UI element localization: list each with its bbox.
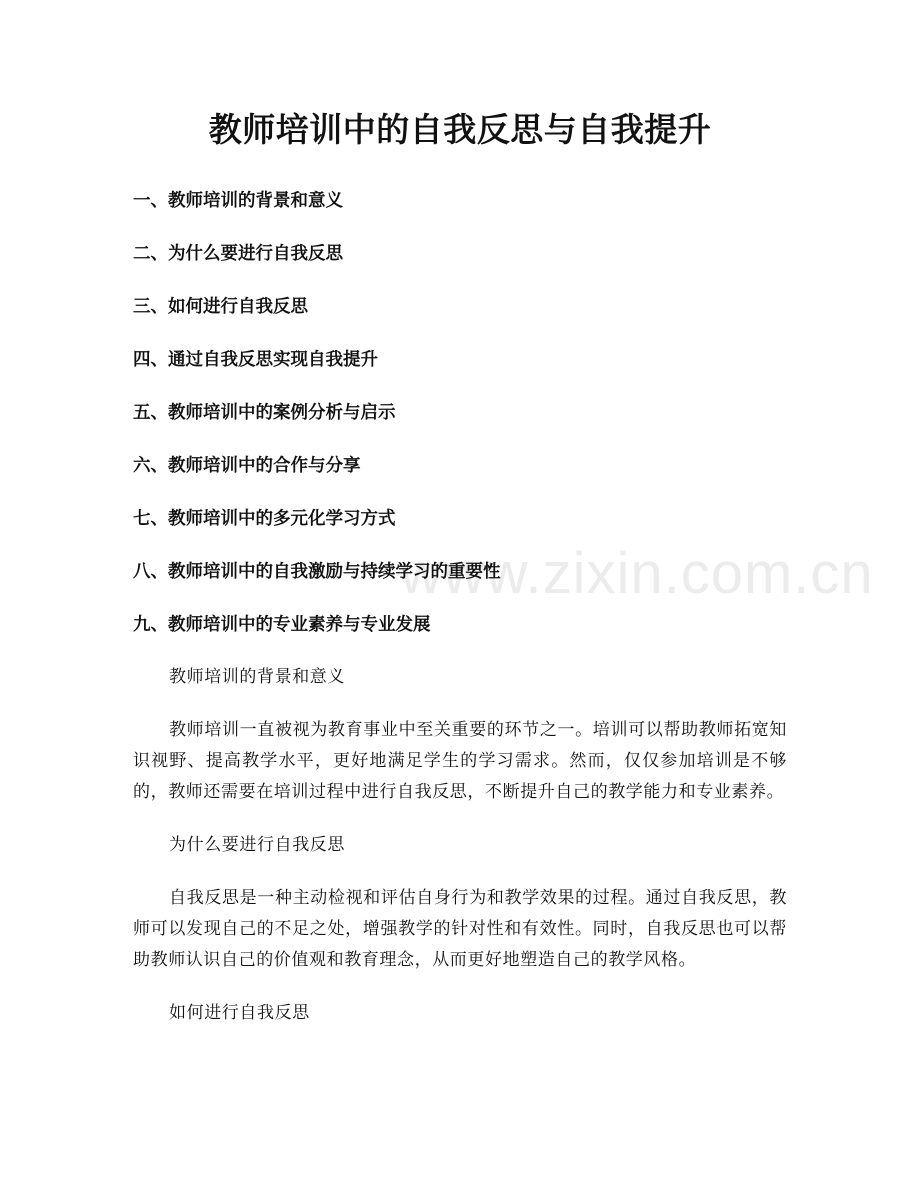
toc-item: 四、通过自我反思实现自我提升 xyxy=(133,350,378,370)
toc-item: 六、教师培训中的合作与分享 xyxy=(133,456,361,476)
table-of-contents xyxy=(133,186,501,663)
page-title: 教师培训中的自我反思与自我提升 xyxy=(208,110,712,149)
document-body xyxy=(133,662,787,1051)
section-heading: 为什么要进行自我反思 xyxy=(169,835,345,855)
toc-item: 二、为什么要进行自我反思 xyxy=(133,244,343,264)
toc-item: 七、教师培训中的多元化学习方式 xyxy=(133,509,396,529)
section-heading: 如何进行自我反思 xyxy=(169,1003,310,1023)
toc-item: 三、如何进行自我反思 xyxy=(133,297,308,317)
toc-item: 五、教师培训中的案例分析与启示 xyxy=(133,403,396,423)
section-paragraph: 教师培训一直被视为教育事业中至关重要的环节之一。培训可以帮助教师拓宽知识视野、提高教学水平，更好地满足学生的学习需求。然而，仅仅参加培训是不够的，教师还需要在培训过程中进行自我反思，不断提升自己的教学能力和专业素养。 xyxy=(133,720,787,802)
section-paragraph: 自我反思是一种主动检视和评估自身行为和教学效果的过程。通过自我反思，教师可以发现自己的不足之处，增强教学的针对性和有效性。同时，自我反思也可以帮助教师认识自己的价值观和教育理念，从而更好地塑造自己的教学风格。 xyxy=(133,888,787,970)
toc-item: 八、教师培训中的自我激励与持续学习的重要性 xyxy=(133,562,501,582)
toc-item: 九、教师培训中的专业素养与专业发展 xyxy=(133,615,431,635)
toc-item: 一、教师培训的背景和意义 xyxy=(133,191,343,211)
section-heading: 教师培训的背景和意义 xyxy=(169,667,345,687)
watermark: www.zixin.com.cn xyxy=(400,541,874,606)
